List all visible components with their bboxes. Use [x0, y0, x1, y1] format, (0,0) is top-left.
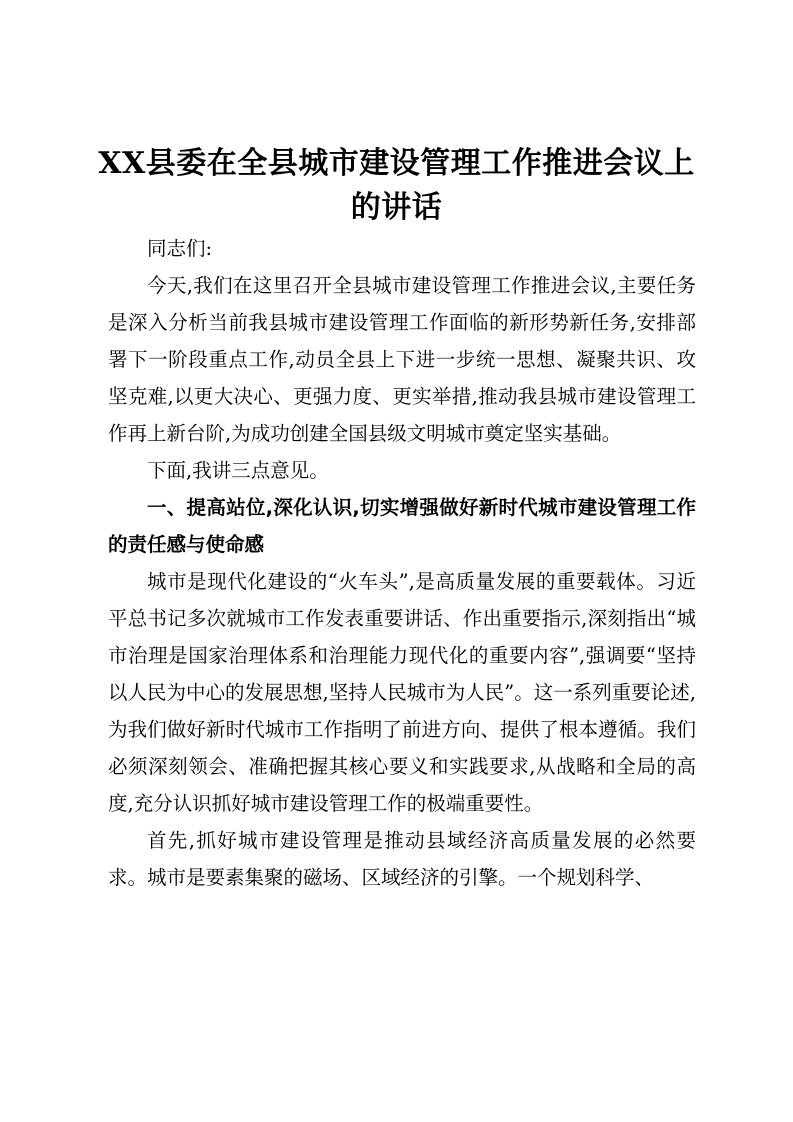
- title-line-1: XX县委在全县城市建设管理工作推进会议上: [98, 146, 695, 181]
- section-heading-1: 一、提高站位,深化认识,切实增强做好新时代城市建设管理工作的责任感与使命感: [108, 496, 696, 556]
- title-line-2: 的讲话: [350, 190, 443, 225]
- paragraph-outline: 下面,我讲三点意见。: [147, 459, 329, 482]
- document-body: [108, 230, 696, 896]
- salutation: 同志们:: [147, 237, 213, 260]
- paragraph-intro: 今天,我们在这里召开全县城市建设管理工作推进会议,主要任务是深入分析当前我县城市建设管理工作面临的新形势新任务,安排部署下一阶段重点工作,动员全县上下进一步统一思想、凝聚共识、攻坚克难,以更大决心、更强力度、更实举措,推动我县城市建设管理工作再上新台阶,为成功创建全国县级文明城市奠定坚实基础。: [108, 274, 696, 445]
- paragraph-section1-1: 城市是现代化建设的“火车头”,是高质量发展的重要载体。习近平总书记多次就城市工作发表重要讲话、作出重要指示,深刻指出“城市治理是国家治理体系和治理能力现代化的重要内容”,强调要“坚持以人民为中心的发展思想,坚持人民城市为人民”。这一系列重要论述,为我们做好新时代城市工作指明了前进方向、提供了根本遵循。我们必须深刻领会、准确把握其核心要义和实践要求,从战略和全局的高度,充分认识抓好城市建设管理工作的极端重要性。: [108, 570, 696, 815]
- document-title: [80, 142, 713, 230]
- paragraph-section1-2: 首先,抓好城市建设管理是推动县域经济高质量发展的必然要求。城市是要素集聚的磁场、区域经济的引擎。一个规划科学、: [108, 829, 696, 889]
